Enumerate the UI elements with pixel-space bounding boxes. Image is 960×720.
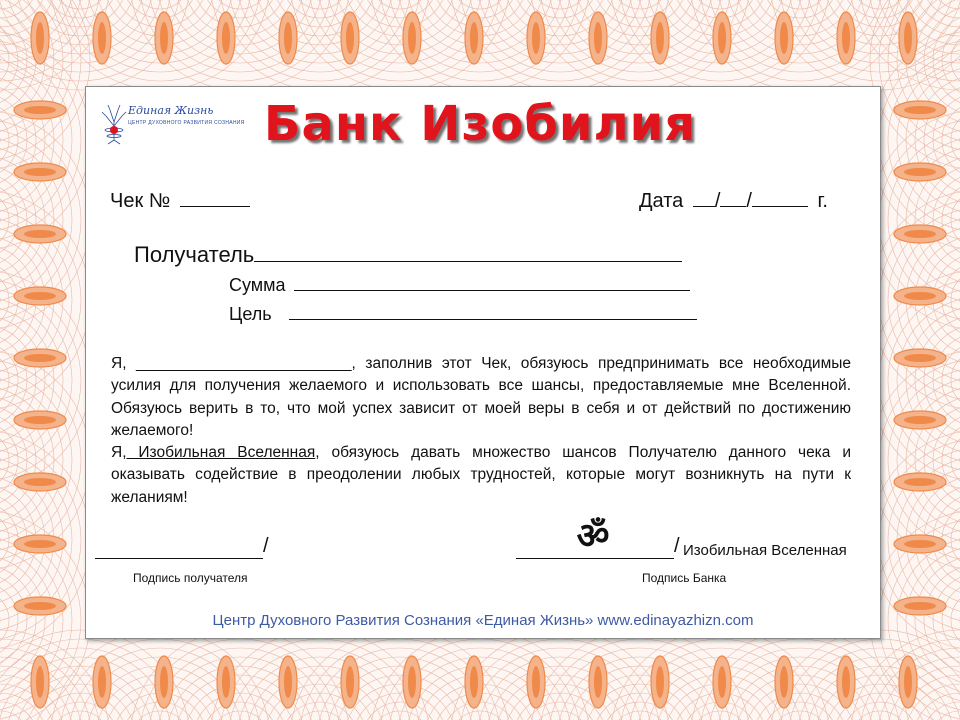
border-petal-icon bbox=[14, 535, 66, 553]
date-day-field[interactable] bbox=[693, 205, 715, 207]
border-petal-icon bbox=[894, 163, 946, 181]
date-separator: / bbox=[746, 190, 752, 212]
border-petal-icon bbox=[713, 656, 731, 708]
border-petal-icon bbox=[31, 656, 49, 708]
border-petal-icon bbox=[465, 12, 483, 64]
border-petal-icon bbox=[527, 12, 545, 64]
border-petal-icon bbox=[894, 597, 946, 615]
border-petal-icon bbox=[894, 349, 946, 367]
date-row bbox=[639, 190, 828, 213]
border-petal-icon bbox=[279, 12, 297, 64]
border-petal-icon bbox=[14, 349, 66, 367]
border-petal-icon bbox=[93, 656, 111, 708]
border-petal-icon bbox=[217, 656, 235, 708]
pledge-text bbox=[111, 353, 851, 509]
purpose-field[interactable] bbox=[289, 318, 697, 320]
purpose-row bbox=[229, 304, 697, 325]
border-petal-icon bbox=[651, 12, 669, 64]
footer-text: Центр Духовного Развития Сознания «Единая Жизнь» www.edinayazhizn.com bbox=[212, 612, 754, 629]
check-number-label: Чек № bbox=[110, 190, 171, 212]
border-petal-icon bbox=[775, 12, 793, 64]
bank-signature-name: Изобильная Вселенная bbox=[683, 542, 847, 559]
border-petal-icon bbox=[14, 597, 66, 615]
bank-signature-caption: Подпись Банка bbox=[642, 571, 727, 585]
border-petal-icon bbox=[14, 411, 66, 429]
border-petal-icon bbox=[14, 473, 66, 491]
amount-field[interactable] bbox=[294, 289, 690, 291]
recipient-label: Получатель bbox=[134, 242, 255, 267]
amount-row bbox=[229, 275, 690, 296]
amount-label: Сумма bbox=[229, 275, 286, 295]
border-petal-icon bbox=[894, 225, 946, 243]
border-petal-icon bbox=[899, 656, 917, 708]
recipient-signature-caption: Подпись получателя bbox=[133, 571, 248, 585]
logo-subtitle: ЦЕНТР ДУХОВНОГО РАЗВИТИЯ СОЗНАНИЯ bbox=[128, 120, 245, 126]
border-petal-icon bbox=[341, 656, 359, 708]
border-petal-icon bbox=[155, 12, 173, 64]
recipient-signature-field[interactable] bbox=[95, 540, 263, 559]
date-month-field[interactable] bbox=[720, 205, 746, 207]
recipient-field[interactable] bbox=[254, 260, 682, 262]
border-petal-icon bbox=[899, 12, 917, 64]
purpose-label: Цель bbox=[229, 304, 272, 324]
border-petal-icon bbox=[14, 287, 66, 305]
pledge-intro: Я, _________________________, заполнив этот Чек, обязуюсь предпринимать все необходимые усилия для получения желаемого и использовать все шансы, предоставляемые мне Вселенной. Обязуюсь верить в то, что мой успех зависит от моей веры в себя и от действий по достижению желаемого! bbox=[111, 355, 851, 439]
border-petal-icon bbox=[775, 656, 793, 708]
pledge-second-prefix: Я, bbox=[111, 444, 127, 462]
border-petal-icon bbox=[837, 656, 855, 708]
border-petal-icon bbox=[589, 656, 607, 708]
border-petal-icon bbox=[651, 656, 669, 708]
check-number-field[interactable] bbox=[180, 205, 250, 207]
border-petal-icon bbox=[465, 656, 483, 708]
date-year-field[interactable] bbox=[752, 205, 808, 207]
border-petal-icon bbox=[93, 12, 111, 64]
bank-signature-slash: / bbox=[674, 535, 680, 557]
border-petal-icon bbox=[713, 12, 731, 64]
logo-name: Единая Жизнь bbox=[128, 104, 214, 117]
border-petal-icon bbox=[894, 473, 946, 491]
border-petal-icon bbox=[155, 656, 173, 708]
pledge-second-rest: , обязуюсь давать множество шансов Получателю данного чека и оказывать содействие в преодолении любых трудностей, которые могут возникнуть на пути к желаниям! bbox=[111, 444, 851, 506]
border-petal-icon bbox=[403, 656, 421, 708]
recipient-signature-slash: / bbox=[263, 535, 269, 557]
check-number-row bbox=[110, 190, 250, 213]
border-petal-icon bbox=[14, 225, 66, 243]
date-separator: / bbox=[714, 190, 721, 212]
border-petal-icon bbox=[837, 12, 855, 64]
border-petal-icon bbox=[527, 656, 545, 708]
recipient-row bbox=[134, 242, 682, 268]
om-symbol-glyph: ॐ bbox=[576, 516, 610, 556]
border-petal-icon bbox=[341, 12, 359, 64]
border-petal-icon bbox=[589, 12, 607, 64]
date-suffix: г. bbox=[817, 190, 828, 212]
border-petal-icon bbox=[217, 12, 235, 64]
date-label: Дата bbox=[639, 190, 684, 212]
border-petal-icon bbox=[894, 535, 946, 553]
border-petal-icon bbox=[31, 12, 49, 64]
border-petal-icon bbox=[279, 656, 297, 708]
border-petal-icon bbox=[403, 12, 421, 64]
pledge-universe-name: Изобильная Вселенная bbox=[126, 444, 316, 462]
border-petal-icon bbox=[894, 411, 946, 429]
om-symbol-icon bbox=[570, 512, 616, 556]
border-petal-icon bbox=[894, 287, 946, 305]
page-title: Банк Изобилия bbox=[263, 96, 697, 152]
border-petal-icon bbox=[14, 163, 66, 181]
